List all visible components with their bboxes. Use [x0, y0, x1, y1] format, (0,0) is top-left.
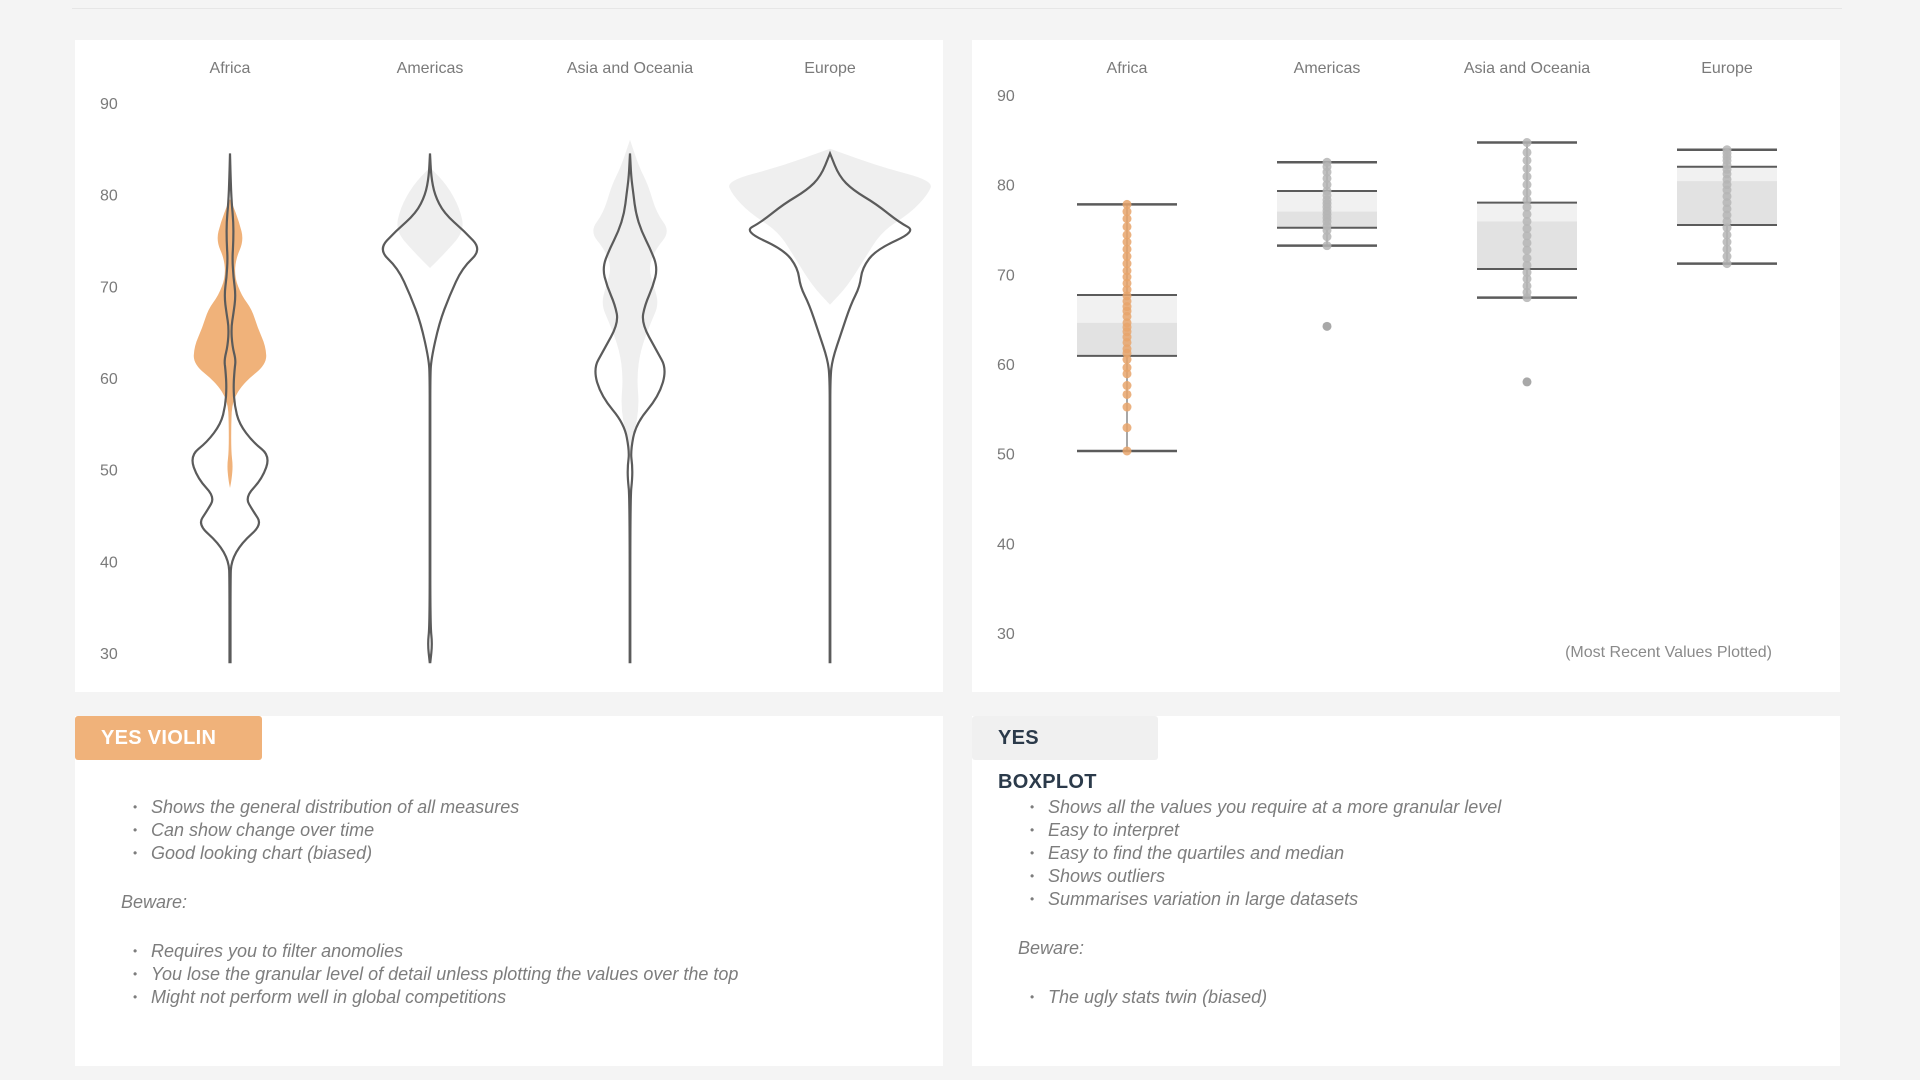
box-outlier-point — [1323, 322, 1332, 331]
box-data-point — [1523, 188, 1532, 197]
boxplot-beware-label: Beware: — [1018, 938, 1085, 958]
chart-footnote: (Most Recent Values Plotted) — [1565, 644, 1772, 661]
boxplot-con-item: • The ugly stats twin (biased) — [1048, 986, 1501, 1009]
box-data-point — [1123, 222, 1132, 231]
violin-filled-asia-and-oceania — [593, 140, 666, 452]
boxplot-chart-panel — [972, 40, 1840, 692]
box-data-point — [1723, 145, 1732, 154]
box-data-point — [1123, 446, 1132, 455]
violin-tag: YES VIOLIN — [75, 716, 262, 760]
box-data-point — [1523, 164, 1532, 173]
violin-chart-panel — [75, 40, 943, 692]
box-data-point — [1523, 180, 1532, 189]
violin-con-item: • Might not perform well in global competitions — [151, 986, 738, 1009]
boxplot-category-label: Africa — [1106, 60, 1148, 77]
box-data-point — [1123, 381, 1132, 390]
box-data-point — [1523, 254, 1532, 263]
box-data-point — [1123, 230, 1132, 239]
violin-beware-label: Beware: — [121, 892, 188, 912]
box-data-point — [1523, 156, 1532, 165]
boxplot-pros-list — [1018, 796, 1501, 911]
violin-cons-list — [121, 940, 738, 1009]
violin-y-tick-label: 30 — [100, 646, 118, 663]
boxplot-notes-body — [1018, 796, 1501, 1009]
boxplot-y-tick-label: 30 — [997, 626, 1015, 643]
box-data-point — [1123, 363, 1132, 372]
boxplot-asia-and-oceania — [1477, 138, 1577, 386]
violin-category-label: Americas — [396, 60, 464, 77]
boxplot-category-label: Americas — [1293, 60, 1361, 77]
violin-con-item: • Requires you to filter anomolies — [151, 940, 738, 963]
boxplot-tag: YES BOXPLOT — [972, 716, 1158, 760]
boxplot-y-tick-label: 70 — [997, 267, 1015, 285]
top-divider — [72, 8, 1842, 9]
violin-pro-item: • Can show change over time — [151, 819, 738, 842]
box-data-point — [1123, 403, 1132, 412]
violin-filled-europe — [729, 149, 931, 305]
boxplot-y-tick-label: 60 — [997, 357, 1015, 374]
boxplot-y-tick-label: 90 — [997, 88, 1015, 105]
violin-y-tick-label: 90 — [100, 96, 118, 113]
boxplot-y-tick-label: 80 — [997, 177, 1015, 195]
boxplot-pro-item: • Shows outliers — [1048, 865, 1501, 888]
violin-chart — [75, 40, 943, 692]
box-data-point — [1123, 200, 1132, 209]
violin-notes-body — [121, 796, 738, 1009]
boxplot-americas — [1277, 158, 1377, 331]
violin-y-tick-label: 70 — [100, 279, 118, 297]
violin-category-label: Asia and Oceania — [566, 60, 694, 77]
boxplot-category-label: Asia and Oceania — [1463, 60, 1591, 77]
boxplot-africa — [1077, 200, 1177, 456]
boxplot-category-label: Europe — [1701, 60, 1753, 77]
box-data-point — [1523, 138, 1532, 147]
box-data-point — [1123, 423, 1132, 432]
box-data-point — [1523, 148, 1532, 157]
violin-y-tick-label: 80 — [100, 187, 118, 205]
violin-y-tick-label: 50 — [100, 462, 118, 480]
box-data-point — [1123, 390, 1132, 399]
violin-category-label: Africa — [209, 60, 251, 77]
boxplot-pro-item: • Easy to interpret — [1048, 819, 1501, 842]
violin-filled-americas — [397, 167, 462, 268]
violin-pros-list — [121, 796, 738, 865]
violin-pro-item: • Good looking chart (biased) — [151, 842, 738, 865]
box-data-point — [1323, 158, 1332, 167]
boxplot-y-tick-label: 50 — [997, 446, 1015, 464]
boxplot-pro-item: • Summarises variation in large datasets — [1048, 888, 1501, 911]
violin-category-label: Europe — [804, 60, 856, 77]
boxplot-pro-item: • Easy to find the quartiles and median — [1048, 842, 1501, 865]
boxplot-y-tick-label: 40 — [997, 536, 1015, 554]
violin-pro-item: • Shows the general distribution of all measures — [151, 796, 738, 819]
box-data-point — [1523, 172, 1532, 181]
violin-y-tick-label: 40 — [100, 554, 118, 572]
violin-con-item: • You lose the granular level of detail unless plotting the values over the top — [151, 963, 738, 986]
boxplot-cons-list — [1018, 986, 1501, 1009]
boxplot-europe — [1677, 145, 1777, 268]
boxplot-chart — [972, 40, 1840, 692]
violin-y-tick-label: 60 — [100, 371, 118, 388]
boxplot-pro-item: • Shows all the values you require at a more granular level — [1048, 796, 1501, 819]
boxplot-notes-card — [972, 716, 1840, 1066]
box-outlier-point — [1523, 377, 1532, 386]
box-data-point — [1323, 241, 1332, 250]
violin-notes-card — [75, 716, 943, 1066]
